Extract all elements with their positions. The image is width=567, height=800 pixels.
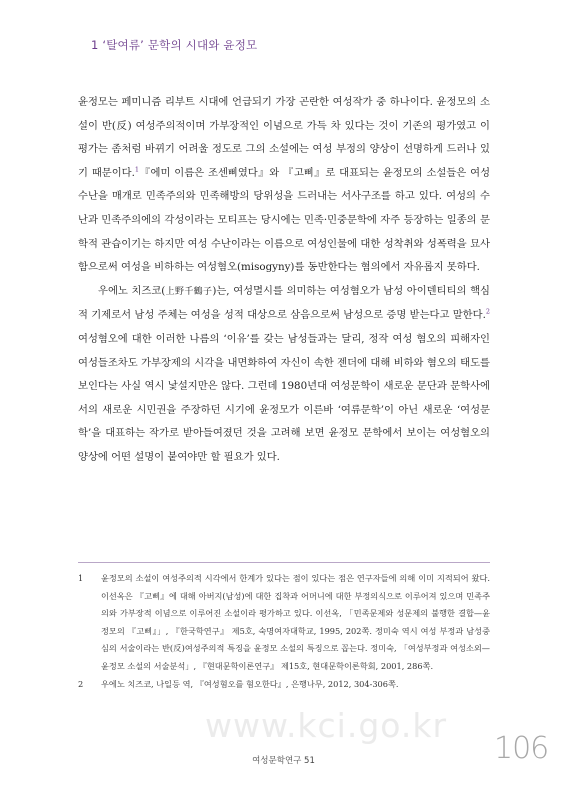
- footnote-number: 2: [78, 678, 84, 689]
- paragraph-1-part-a: 윤정모는 페미니즘 리부트 시대에 언급되기 가장 곤란한 여성작가 중 하나이다. 윤정모의 소설이 반(反) 여성주의적이며 가부장적인 이념으로 가득 차 있다는 것이 기존의 평가였고 이 평가는 좀처럼 바뀌기 어려울 정도로 그의 소설에는 여성 부정의 양상이 선명하게 드러나 있기 때문이다.: [78, 96, 490, 179]
- paragraph-2-cjk-name: 上野千鶴子: [165, 286, 213, 297]
- footnote-ref-1[interactable]: 1: [134, 165, 140, 174]
- paragraph-2: [78, 280, 490, 470]
- watermark: www.kci.go.kr: [205, 706, 448, 745]
- paragraph-2-part-b: )는, 여성멸시를 의미하는 여성혐오가 남성 아이덴티티의 핵심적 기제로서 남성 주체는 여성을 성적 대상으로 삼음으로써 남성으로 증명 받는다고 말한다.: [78, 284, 490, 322]
- running-footer: 여성문학연구 51: [252, 756, 315, 766]
- footnote-text: 우에노 치즈코, 나일등 역, 『여성혐오를 혐오한다』, 은행나무, 2012, 304-306쪽.: [101, 678, 399, 689]
- page-number: 106: [494, 731, 549, 766]
- footnote-2: [78, 676, 490, 694]
- paragraph-2-part-a: 우에노 치즈코(: [98, 284, 166, 297]
- footnote-1: [78, 570, 490, 676]
- paragraph-2-part-c: 여성혐오에 대한 이러한 나름의 ‘이유’를 갖는 남성들과는 달리, 정작 여성 혐오의 피해자인 여성들조차도 가부장제의 시각을 내면화하여 자신이 속한 젠더에 대해 비하와 혐오의 태도를 보인다는 사실 역시 낯설지만은 않다. 그런데 1980년대 여성문학이 새로운 문단과 문학사에서의 새로운 시민권을 주장하던 시기에 윤정모가 이른바 ‘여류문학’이 아닌 새로운 ‘여성문학’을 대표하는 작가로 받아들여졌던 것을 고려해 보면 윤정모 문학에서 보이는 여성혐오의 양상에 어떤 설명이 붙여야만 할 필요가 있다.: [78, 332, 490, 463]
- footnotes: [78, 570, 490, 693]
- section-title: 1 ‘탈여류’ 문학의 시대와 윤정모: [91, 38, 258, 52]
- footnote-text: 윤정모의 소설이 여성주의적 시각에서 한계가 있다는 점이 있다는 점은 연구자들에 의해 이미 지적되어 왔다. 이선옥은 『고삐』에 대해 아버지(남성)에 대한 집착과 어머니에 대한 부정의식으로 이루어져 있으며 민족주의와 가부장적 이념으로 이루어진 소설이라 평가하고 있다. 이선옥, 「민족문제와 성문제의 불행한 결합—윤정모의 『고삐』」, 『한국학연구』 제5호, 숙명여자대학교, 1995, 202쪽. 정미숙 역시 여성 부정과 남성중심의 서술이라는 반(反)여성주의적 특징을 윤정모 소설의 특징으로 꼽는다. 정미숙, 「여성부정과 여성소외—윤정모 소설의 서술분석」, 『현대문학이론연구』 제15호, 현대문학이론학회, 2001, 286쪽.: [101, 573, 490, 671]
- paragraph-1: [78, 91, 490, 280]
- footnote-ref-2[interactable]: 2: [485, 307, 490, 316]
- paragraph-1-part-b: 『에미 이름은 조센삐였다』와 『고삐』로 대표되는 윤정모의 소설들은 여성수난을 매개로 민족주의와 민족해방의 당위성을 드러내는 서사구조를 하고 있다. 여성의 수난과 민족주의에의 각성이라는 모티프는 당시에는 민족·민중문학에 자주 등장하는 일종의 문학적 관습이기는 하지만 여성 수난이라는 이름으로 여성인물에 대한 성착취와 성폭력을 묘사함으로써 여성을 비하하는 여성혐오(misogyny)를 동반한다는 혐의에서 자유롭지 못하다.: [78, 166, 491, 274]
- body-text: [78, 91, 490, 470]
- footnote-number: 1: [78, 573, 84, 583]
- footnote-divider: [78, 562, 490, 563]
